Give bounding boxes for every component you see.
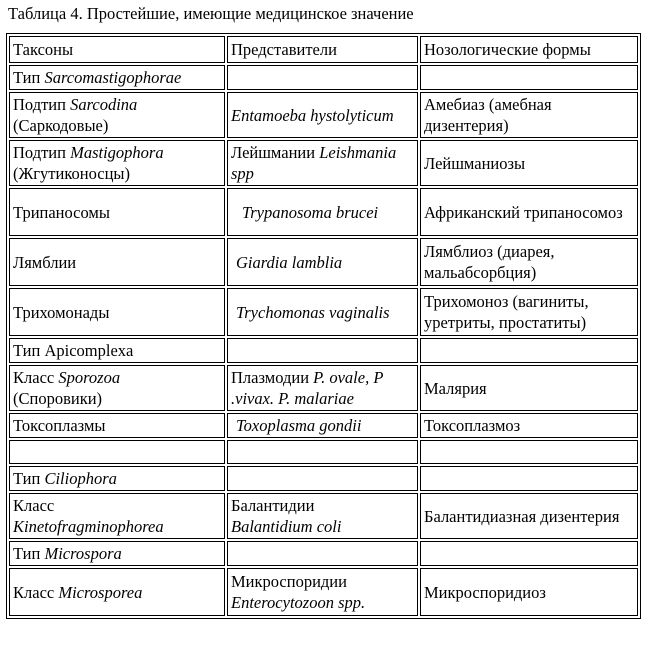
- representative-cell: [227, 288, 418, 336]
- table-row: [9, 92, 638, 138]
- representative-latin: Trychomonas vaginalis: [236, 302, 390, 322]
- taxon-cell: [9, 140, 225, 186]
- representative-cell: [227, 365, 418, 411]
- representative-prefix: Микроспоридии: [231, 572, 347, 591]
- taxon-prefix: Подтип: [13, 95, 71, 114]
- disease-cell: Лямблиоз (диарея, мальабсорбция): [420, 238, 638, 286]
- representative-latin: Balantidium coli: [231, 517, 342, 536]
- representative-cell: [227, 65, 418, 90]
- disease-cell: [420, 338, 638, 363]
- taxon-cell: [9, 365, 225, 411]
- taxon-latin: Kinetofragminophorea: [13, 517, 164, 536]
- taxon-cell: [9, 92, 225, 138]
- disease-cell: [420, 466, 638, 491]
- table-row: [9, 440, 638, 464]
- taxon-prefix: Тип: [13, 469, 45, 488]
- taxon-prefix: Класс: [13, 368, 59, 387]
- header-representatives: Представители: [227, 36, 418, 63]
- representative-cell: [227, 568, 418, 616]
- table-row: [9, 466, 638, 491]
- representative-latin: P. ovale, P .vivax. P. malariae: [231, 368, 384, 408]
- disease-cell: [420, 440, 638, 464]
- taxon-cell: [9, 541, 225, 566]
- table-row: [9, 413, 638, 438]
- taxon-cell: Трипаносомы: [9, 188, 225, 236]
- table-row: [9, 188, 638, 236]
- representative-cell: [227, 338, 418, 363]
- taxon-latin: Mastigophora: [70, 143, 164, 162]
- representative-latin: Trypanosoma brucei: [242, 202, 379, 222]
- taxon-prefix: Тип: [13, 544, 45, 563]
- table-row: [9, 238, 638, 286]
- taxon-latin: Microspora: [44, 544, 122, 563]
- representative-prefix: Балантидии: [231, 496, 315, 515]
- taxon-cell: Тип Apicomplexa: [9, 338, 225, 363]
- representative-cell: [227, 140, 418, 186]
- representative-cell: [227, 188, 418, 236]
- table-row: [9, 288, 638, 336]
- representative-latin: Entamoeba hystolyticum: [231, 105, 394, 125]
- taxon-latin: Ciliophora: [44, 469, 117, 488]
- taxon-cell: [9, 440, 225, 464]
- disease-cell: Лейшманиозы: [420, 140, 638, 186]
- table-row: [9, 568, 638, 616]
- disease-cell: Микроспоридиоз: [420, 568, 638, 616]
- taxon-cell: [9, 65, 225, 90]
- taxon-latin: Sporozoa: [58, 368, 121, 387]
- taxon-latin: Sarcomastigophorae: [44, 68, 182, 87]
- taxon-prefix: Подтип: [13, 143, 71, 162]
- representative-prefix: Плазмодии: [231, 368, 314, 387]
- taxon-cell: Токсоплазмы: [9, 413, 225, 438]
- representative-cell: [227, 440, 418, 464]
- disease-cell: [420, 541, 638, 566]
- representative-cell: [227, 92, 418, 138]
- representative-prefix: Лейшмании: [231, 143, 320, 162]
- representative-cell: [227, 541, 418, 566]
- disease-cell: Трихомоноз (вагиниты, уретриты, простатиты): [420, 288, 638, 336]
- disease-cell: Токсоплазмоз: [420, 413, 638, 438]
- taxon-cell: Трихомонады: [9, 288, 225, 336]
- disease-cell: Амебиаз (амебная дизентерия): [420, 92, 638, 138]
- taxon-cell: [9, 466, 225, 491]
- taxon-prefix: Класс: [13, 582, 59, 602]
- disease-cell: [420, 65, 638, 90]
- taxon-latin: Sarcodina: [70, 95, 138, 114]
- table-row: [9, 365, 638, 411]
- taxon-russian: (Саркодовые): [13, 116, 109, 135]
- taxon-cell: [9, 568, 225, 616]
- representative-cell: [227, 238, 418, 286]
- taxon-latin: Microsporea: [58, 582, 143, 602]
- header-taxa: Таксоны: [9, 36, 225, 63]
- representative-latin: Giardia lamblia: [236, 252, 343, 272]
- taxon-prefix: Тип: [13, 68, 45, 87]
- table-caption: Таблица 4. Простейшие, имеющие медицинское значение: [8, 4, 414, 23]
- table-row: [9, 338, 638, 363]
- disease-cell: Балантидиазная дизентерия: [420, 493, 638, 539]
- representative-cell: [227, 413, 418, 438]
- representative-latin: Enterocytozoon spp.: [231, 593, 366, 612]
- table-row: [9, 140, 638, 186]
- representative-cell: [227, 466, 418, 491]
- table-row: [9, 65, 638, 90]
- taxon-cell: Лямблии: [9, 238, 225, 286]
- table-row: [9, 493, 638, 539]
- taxon-russian: (Споровики): [13, 389, 103, 408]
- taxon-cell: [9, 493, 225, 539]
- disease-cell: Африканский трипаносомоз: [420, 188, 638, 236]
- taxon-russian: (Жгутиконосцы): [13, 164, 130, 183]
- taxon-prefix: Класс: [13, 496, 55, 515]
- representative-latin: Leishmania spp: [231, 143, 397, 183]
- representative-latin: Toxoplasma gondii: [236, 416, 362, 435]
- disease-cell: Малярия: [420, 365, 638, 411]
- table-row: [9, 541, 638, 566]
- representative-cell: [227, 493, 418, 539]
- protozoa-table: [6, 33, 641, 619]
- header-row: [9, 36, 638, 63]
- header-nosological-forms: Нозологические формы: [420, 36, 638, 63]
